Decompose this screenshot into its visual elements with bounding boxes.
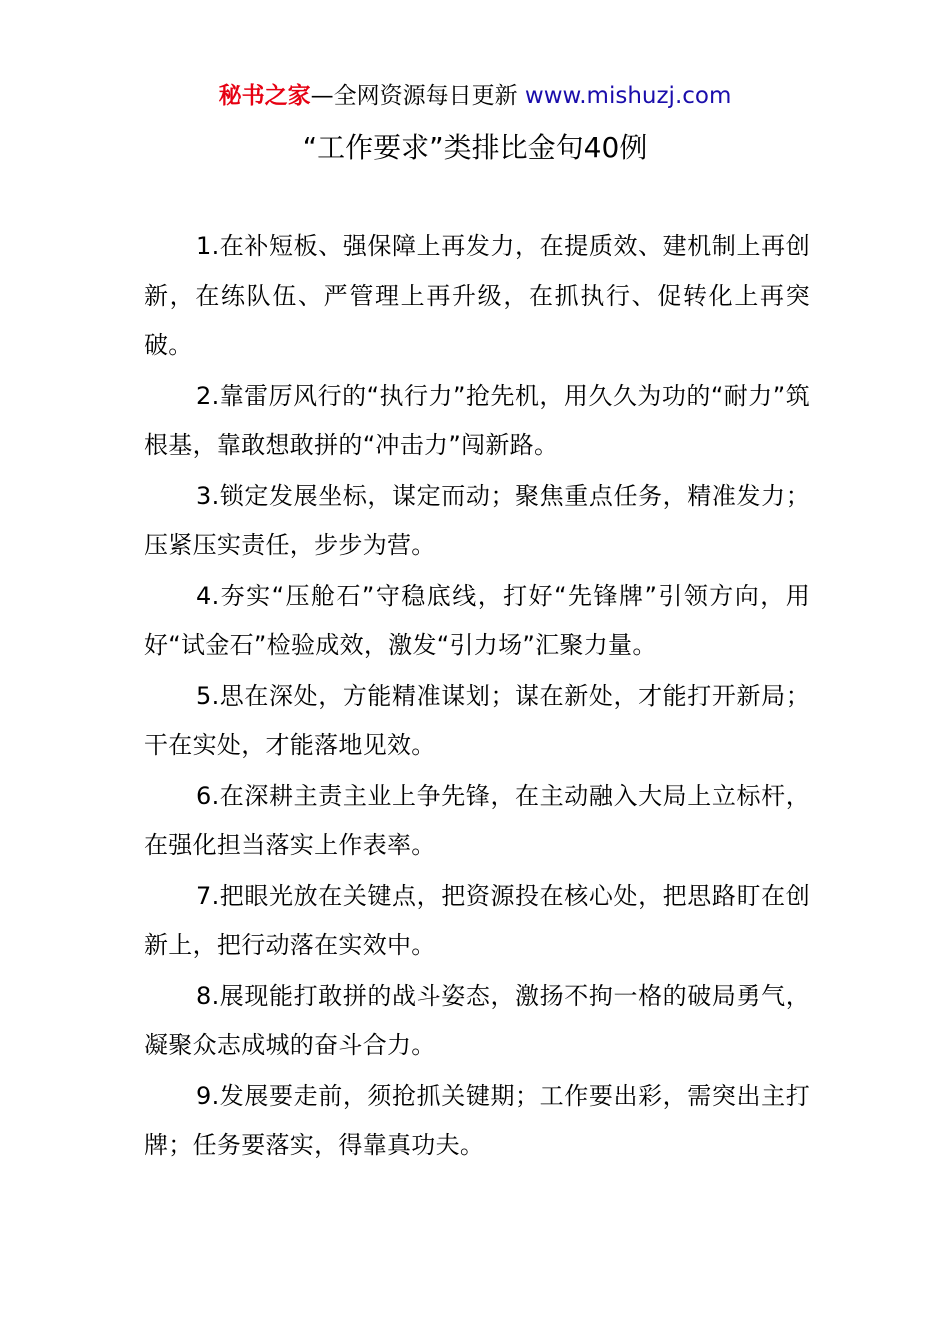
brand-name: 秘书之家	[218, 83, 311, 109]
paragraph-1: 1.在补短板、强保障上再发力，在提质效、建机制上再创新，在练队伍、严管理上再升级，在抓执行、促转化上再突破。	[144, 232, 810, 359]
paragraph-9: 9.发展要走前，须抢抓关键期；工作要出彩，需突出主打牌；任务要落实，得靠真功夫。	[144, 1081, 810, 1159]
header-tagline: —全网资源每日更新	[310, 83, 525, 109]
paragraph-7: 7.把眼光放在关键点，把资源投在核心处，把思路盯在创新上，把行动落在实效中。	[144, 881, 810, 959]
document-title: “工作要求”类排比金句40例	[302, 131, 648, 164]
site-url-link[interactable]: www.mishuzj.com	[524, 83, 732, 109]
paragraph-2: 2.靠雷厉风行的“执行力”抢先机，用久久为功的“耐力”筑根基，靠敢想敢拼的“冲击力”闯新路。	[144, 381, 810, 459]
paragraph-3: 3.锁定发展坐标，谋定而动；聚焦重点任务，精准发力；压紧压实责任，步步为营。	[144, 481, 810, 559]
paragraph-8: 8.展现能打敢拼的战斗姿态，激扬不拘一格的破局勇气，凝聚众志成城的奋斗合力。	[144, 981, 810, 1059]
site-header	[0, 80, 950, 112]
paragraph-4: 4.夯实“压舱石”守稳底线，打好“先锋牌”引领方向，用好“试金石”检验成效，激发“引力场”汇聚力量。	[144, 581, 810, 659]
document-body	[144, 222, 810, 1172]
paragraph-6: 6.在深耕主责主业上争先锋，在主动融入大局上立标杆，在强化担当落实上作表率。	[144, 781, 810, 859]
paragraph-5: 5.思在深处，方能精准谋划；谋在新处，才能打开新局；干在实处，才能落地见效。	[144, 681, 810, 759]
